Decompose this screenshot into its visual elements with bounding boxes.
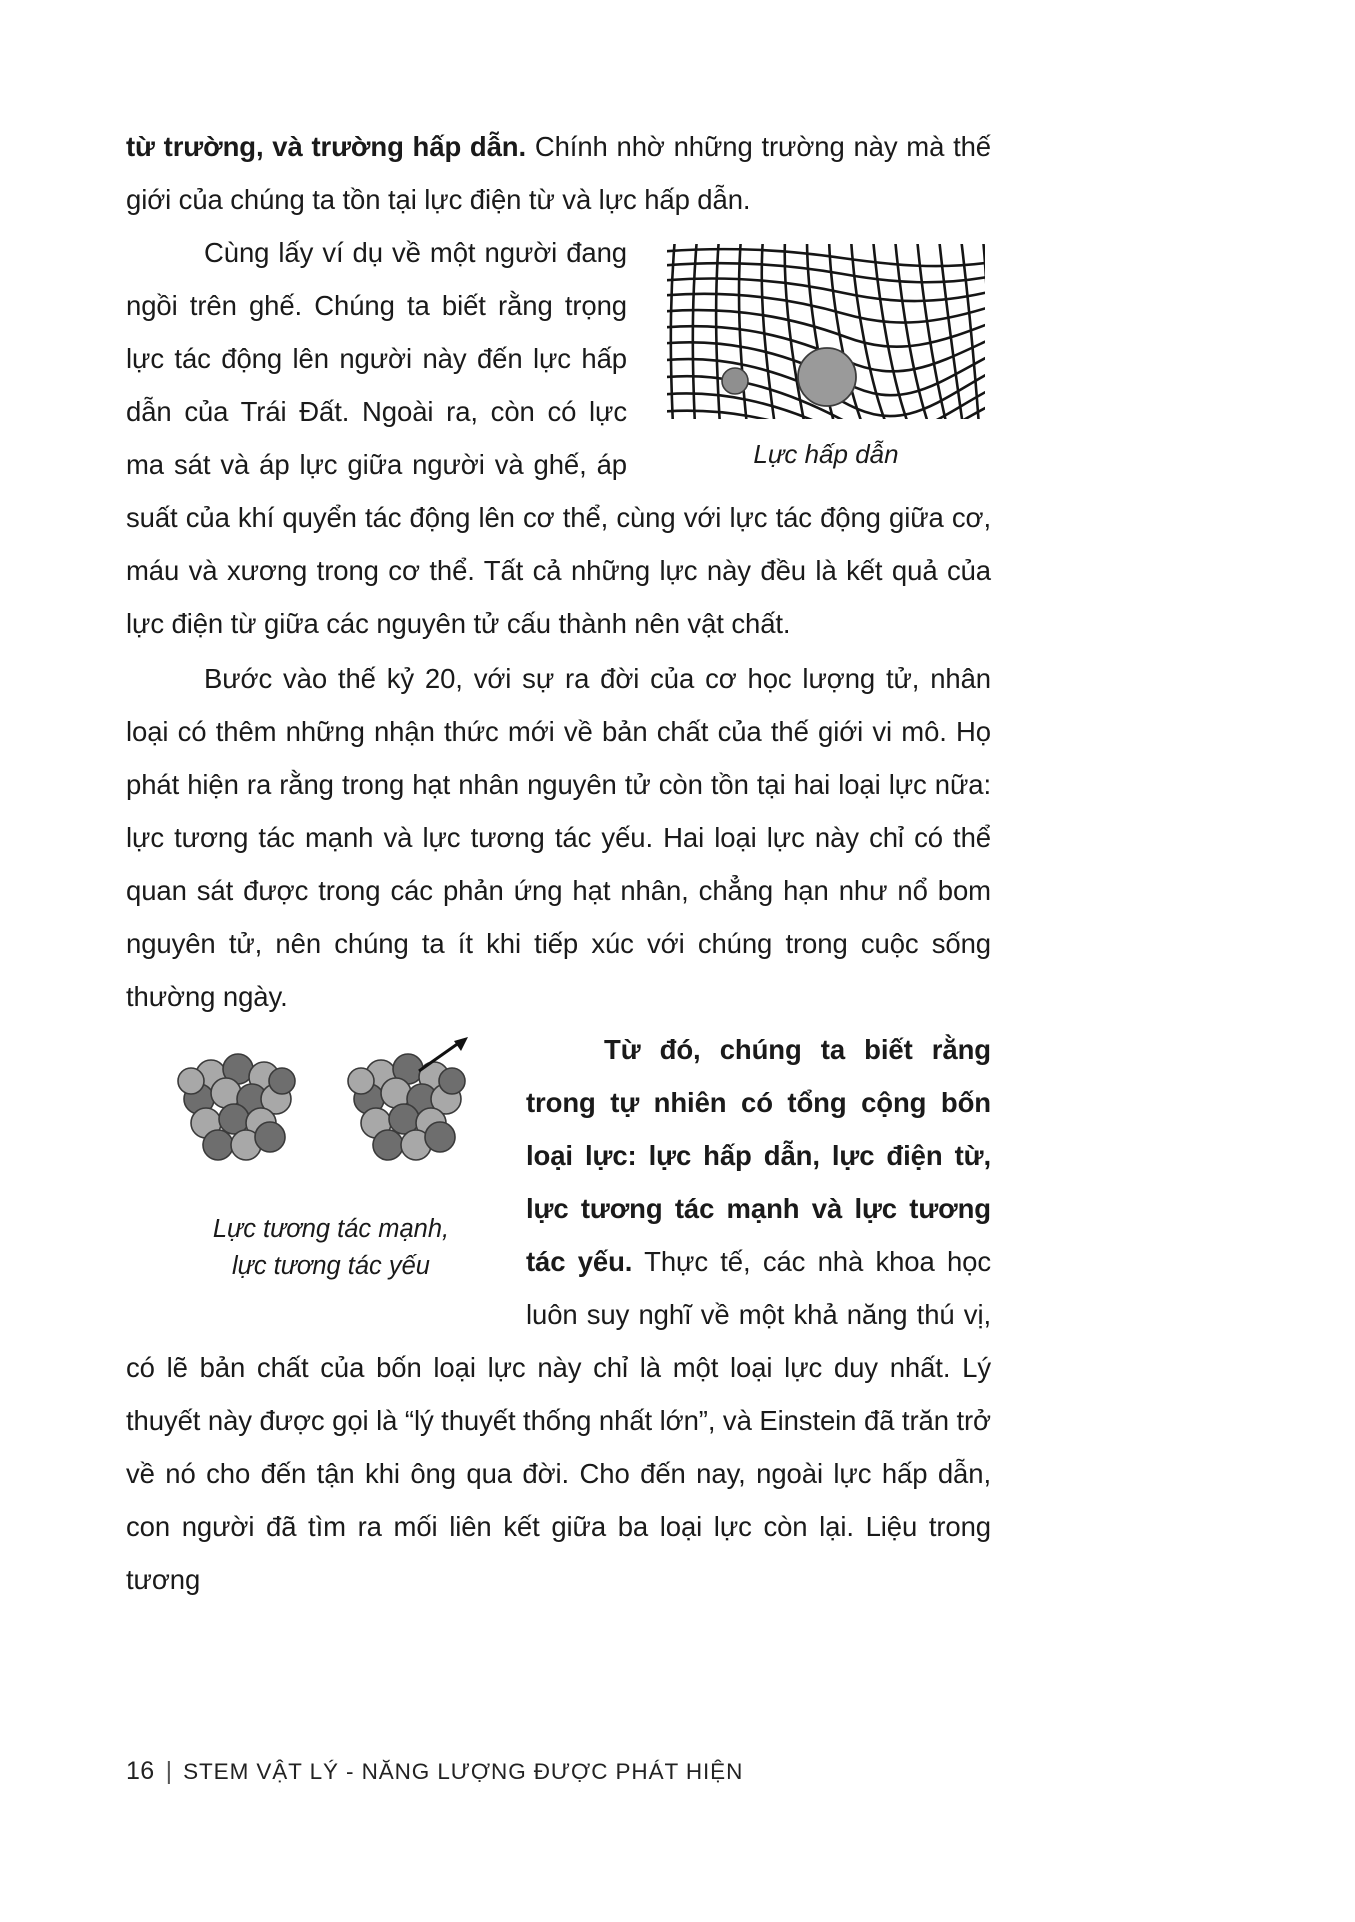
spacetime-grid-icon (667, 244, 985, 419)
paragraph-1-text: Chính nhờ những trường này mà thế giới của chúng ta tồn tại lực điện từ và lực hấp dẫn. (126, 131, 991, 215)
paragraph-4-text: Thực tế, các nhà khoa học luôn suy nghĩ về một khả năng thú vị, có lẽ bản chất của bốn loại lực này chỉ là một loại lực duy nhất. Lý thuyết này được gọi là “lý thuyết thống nhất lớn”, và Einstein đã trăn trở về nó cho đến tận khi ông qua đời. Cho đến nay, ngoài lực hấp dẫn, con người đã tìm ra mối liên kết giữa ba loại lực còn lại. Liệu trong tương (126, 1246, 991, 1595)
large-sphere (798, 348, 856, 406)
figure-nuclei (166, 1037, 496, 1285)
nucleus-left (178, 1054, 295, 1160)
page-content (126, 120, 991, 1606)
figure-nuclei-caption-line2: lực tương tác yếu (232, 1252, 430, 1280)
footer-title: STEM VẬT LÝ - NĂNG LƯỢNG ĐƯỢC PHÁT HIỆN (183, 1759, 744, 1784)
nuclei-block (126, 1023, 991, 1606)
paragraph-3: Bước vào thế kỷ 20, với sự ra đời của cơ học lượng tử, nhân loại có thêm những nhận thức mới về bản chất của thế giới vi mô. Họ phát hiện ra rằng trong hạt nhân nguyên tử còn tồn tại hai loại lực nữa: lực tương tác mạnh và lực tương tác yếu. Hai loại lực này chỉ có thể quan sát được trong các phản ứng hạt nhân, chẳng hạn như nổ bom nguyên tử, nên chúng ta ít khi tiếp xúc với chúng trong cuộc sống thường ngày. (126, 663, 991, 1012)
paragraph-1-bold-lead: từ trường, và trường hấp dẫn. (126, 131, 527, 162)
gravity-block (126, 226, 991, 650)
figure-nuclei-caption (166, 1211, 496, 1285)
paragraph-4-bold-lead: Từ đó, chúng ta biết rằng trong tự nhiên có tổng cộng bốn loại lực: lực hấp dẫn, lực điện từ, lực tương tác mạnh và lực tương tác yếu. (526, 1034, 991, 1277)
page-footer (126, 1757, 743, 1786)
small-sphere (722, 368, 748, 394)
page-number: 16 (126, 1757, 155, 1785)
nucleus-right (348, 1054, 465, 1160)
figure-gravity (661, 244, 991, 471)
paragraph-2: Cùng lấy ví dụ về một người đang ngồi trên ghế. Chúng ta biết rằng trọng lực tác động lên người này đến lực hấp dẫn của Trái Đất. Ngoài ra, còn có lực ma sát và áp lực giữa người và ghế, áp suất của khí quyển tác động lên cơ thể, cùng với lực tác động giữa cơ, máu và xương trong cơ thể. Tất cả những lực này đều là kết quả của lực điện từ giữa các nguyên tử cấu thành nên vật chất. (126, 237, 991, 639)
paragraph-1 (126, 120, 991, 226)
figure-gravity-caption: Lực hấp dẫn (753, 439, 899, 469)
figure-nuclei-caption-line1: Lực tương tác mạnh, (212, 1215, 450, 1243)
nucleus-cluster-icon (166, 1037, 496, 1187)
footer-separator: | (165, 1757, 173, 1785)
